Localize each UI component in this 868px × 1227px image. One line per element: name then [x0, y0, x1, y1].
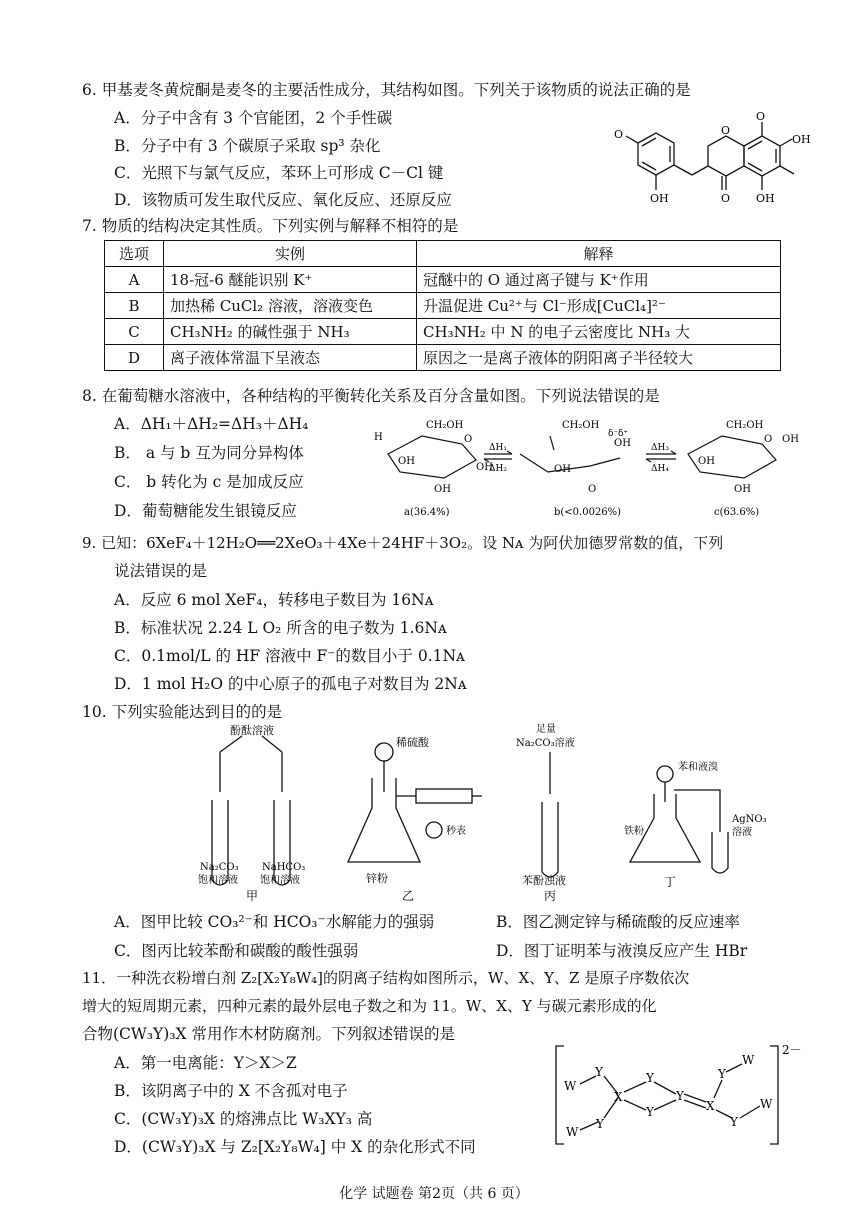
- table-cell: 离子液体常温下呈液态: [164, 345, 417, 371]
- q11-option-b: B．该阴离子中的 X 不含孤对电子: [114, 1082, 348, 1100]
- q8-arrow-dh2: ΔH₂: [489, 464, 507, 474]
- q7-stem: 7. 物质的结构决定其性质。下列实例与解释不相符的是: [82, 217, 459, 235]
- table-header: 解释: [417, 241, 781, 267]
- q8-b-delta-plus: δ⁺: [618, 429, 629, 439]
- q11-atom-y: Y: [646, 1105, 654, 1119]
- q10-ding-name: 丁: [664, 875, 677, 889]
- table-header: 实例: [164, 241, 417, 267]
- q11-atom-y: Y: [596, 1117, 604, 1131]
- q11-atom-x: X: [614, 1090, 623, 1104]
- table-cell: D: [105, 345, 164, 371]
- q10-yi-acid: 稀硫酸: [396, 736, 429, 749]
- q6-label-o3: O: [721, 192, 731, 205]
- q11-atom-w: W: [564, 1079, 577, 1093]
- q8-b-oh2: OH: [554, 464, 571, 475]
- q8-a-h: H: [374, 432, 383, 443]
- q10-ding-top: 苯和液溴: [678, 762, 718, 773]
- q6-label-oh1: OH: [650, 192, 669, 205]
- table-row: [105, 319, 781, 345]
- q11-atom-x: X: [706, 1099, 715, 1113]
- q8-stem: 8. 在葡萄糖水溶液中，各种结构的平衡转化关系及百分含量如图。下列说法错误的是: [82, 387, 660, 405]
- q8-a-ch2oh: CH₂OH: [426, 420, 464, 431]
- page-footer: 化学 试题卷 第2页（共 6 页）: [339, 1186, 529, 1202]
- table-row: [105, 345, 781, 371]
- q9-option-b: B．标准状况 2.24 L O₂ 所含的电子数为 1.6Nᴀ: [114, 619, 447, 637]
- q11-option-c: C．(CW₃Y)₃X 的熔沸点比 W₃XY₃ 高: [114, 1110, 373, 1128]
- q8-c-ch2oh: CH₂OH: [726, 420, 764, 431]
- q10-jia-top: 酚酞溶液: [230, 724, 274, 737]
- q10-jia-left-1: Na₂CO₃: [200, 862, 239, 873]
- q8-option-b: B． a 与 b 互为同分异构体: [114, 444, 304, 462]
- q11-atom-y: Y: [676, 1089, 684, 1103]
- q10-jia-right-2: 饱和溶液: [260, 875, 300, 886]
- q11-stem-line1: 11．一种洗衣粉增白剂 Z₂[X₂Y₈W₄]的阴离子结构如图所示，W、X、Y、Z 是原子序数依次: [82, 969, 690, 987]
- q8-c-ring-o: O: [764, 434, 773, 445]
- q10-option-d: D．图丁证明苯与液溴反应产生 HBr: [496, 942, 748, 960]
- table-row: [105, 267, 781, 293]
- q11-charge: 2－: [782, 1043, 802, 1057]
- q9-option-d: D．1 mol H₂O 的中心原子的孤电子对数目为 2Nᴀ: [114, 675, 467, 693]
- q10-option-a: A．图甲比较 CO₃²⁻和 HCO₃⁻水解能力的强弱: [114, 913, 435, 931]
- q6-stem: 6. 甲基麦冬黄烷酮是麦冬的主要活性成分，其结构如图。下列关于该物质的说法正确的是: [82, 81, 691, 99]
- q8-b-o: O: [588, 484, 597, 495]
- q10-bing-top-1: 足量: [536, 724, 556, 735]
- q8-arrow-dh1: ΔH₁: [489, 443, 507, 453]
- q10-bing-name: 丙: [544, 889, 557, 903]
- q10-ding-fe: 铁粉: [624, 826, 644, 837]
- table-row: [105, 293, 781, 319]
- q8-a-ring-o: O: [464, 434, 473, 445]
- q10-apparatus-diagram: [180, 722, 820, 904]
- q11-option-d: D．(CW₃Y)₃X 与 Z₂[X₂Y₈W₄] 中 X 的杂化形式不同: [114, 1138, 476, 1156]
- table-cell: CH₃NH₂ 中 N 的电子云密度比 NH₃ 大: [417, 319, 781, 345]
- q8-a-oh3: OH: [476, 462, 493, 473]
- q8-caption-c: c(63.6%): [714, 507, 760, 518]
- q11-stem-line3: 合物(CW₃Y)₃X 常用作木材防腐剂。下列叙述错误的是: [82, 1025, 456, 1043]
- q10-ding-ag-2: 溶液: [732, 827, 752, 838]
- q8-c-oh-top: OH: [782, 434, 799, 445]
- table-cell: B: [105, 293, 164, 319]
- q10-jia-name: 甲: [246, 889, 259, 903]
- q8-arrow-dh3: ΔH₃: [651, 443, 669, 453]
- q6-option-b: B．分子中有 3 个碳原子采取 sp³ 杂化: [114, 137, 381, 155]
- q8-glucose-equilibrium-diagram: [364, 414, 804, 522]
- q11-anion-structure: [550, 1040, 830, 1150]
- q6-label-o5: OH: [756, 192, 775, 205]
- q10-yi-zinc: 锌粉: [366, 872, 388, 885]
- q10-yi-name: 乙: [402, 889, 415, 903]
- q8-c-oh2: OH: [734, 484, 751, 495]
- q11-option-a: A．第一电离能：Y＞X＞Z: [114, 1054, 297, 1072]
- q6-label-o4: O: [756, 110, 766, 123]
- q10-bing-top-2: Na₂CO₃溶液: [516, 738, 575, 749]
- q10-jia-right-1: NaHCO₃: [262, 862, 306, 873]
- q11-atom-y: Y: [595, 1065, 603, 1079]
- q8-c-oh1: OH: [698, 456, 715, 467]
- q9-option-a: A．反应 6 mol XeF₄，转移电子数目为 16Nᴀ: [114, 591, 434, 609]
- q8-a-oh1: OH: [398, 456, 415, 467]
- q11-atom-y: Y: [718, 1067, 726, 1081]
- q8-b-oh: OH: [614, 438, 631, 449]
- q9-stem-line1: 9. 已知：6XeF₄＋12H₂O══2XeO₃＋4Xe＋24HF＋3O₂。设 Nᴀ 为阿伏加德罗常数的值，下列: [82, 534, 724, 552]
- q11-stem-line2: 增大的短周期元素，四种元素的最外层电子数之和为 11。W、X、Y 与碳元素形成的化: [82, 997, 657, 1015]
- q7-table: [104, 240, 781, 371]
- q11-atom-y: Y: [730, 1115, 738, 1129]
- q11-atom-w: W: [742, 1053, 755, 1067]
- table-cell: A: [105, 267, 164, 293]
- table-cell: 加热稀 CuCl₂ 溶液，溶液变色: [164, 293, 417, 319]
- table-header: 选项: [105, 241, 164, 267]
- q10-ding-ag-1: AgNO₃: [732, 814, 767, 825]
- q9-stem-line2: 说法错误的是: [114, 562, 208, 580]
- q10-stem: 10. 下列实验能达到目的的是: [82, 703, 283, 721]
- q6-label-o2: O: [721, 124, 731, 137]
- table-cell: C: [105, 319, 164, 345]
- table-header-row: [105, 241, 781, 267]
- q9-option-c: C．0.1mol/L 的 HF 溶液中 F⁻的数目小于 0.1Nᴀ: [114, 647, 465, 665]
- q11-atom-w: W: [566, 1125, 579, 1139]
- q8-b-delta-minus: δ⁻: [608, 429, 619, 439]
- table-cell: 冠醚中的 O 通过离子键与 K⁺作用: [417, 267, 781, 293]
- q6-option-c: C．光照下与氯气反应，苯环上可形成 C－Cl 键: [114, 164, 444, 182]
- q8-caption-a: a(36.4%): [404, 507, 450, 518]
- q6-option-d: D．该物质可发生取代反应、氧化反应、还原反应: [114, 191, 452, 209]
- q6-structure-diagram: [598, 108, 818, 216]
- table-cell: 原因之一是离子液体的阴阳离子半径较大: [417, 345, 781, 371]
- q11-atom-y: Y: [646, 1071, 654, 1085]
- q8-option-c: C． b 转化为 c 是加成反应: [114, 473, 304, 491]
- q6-option-a: A．分子中含有 3 个官能团，2 个手性碳: [114, 109, 393, 127]
- table-cell: CH₃NH₂ 的碱性强于 NH₃: [164, 319, 417, 345]
- q8-option-a: A．ΔH₁＋ΔH₂=ΔH₃＋ΔH₄: [114, 415, 309, 433]
- q8-caption-b: b(<0.0026%): [554, 507, 622, 518]
- q6-label-o1: O: [614, 128, 624, 141]
- q8-arrow-dh4: ΔH₄: [651, 464, 669, 474]
- q8-option-d: D．葡萄糖能发生银镜反应: [114, 502, 297, 520]
- q6-label-oh2: OH: [792, 133, 811, 146]
- q10-bing-bottom: 苯酚浊液: [522, 874, 566, 887]
- q10-option-c: C．图丙比较苯酚和碳酸的酸性强弱: [114, 942, 359, 960]
- q8-a-oh2: OH: [434, 484, 451, 495]
- q11-atom-w: W: [760, 1097, 773, 1111]
- table-cell: 18-冠-6 醚能识别 K⁺: [164, 267, 417, 293]
- q10-jia-left-2: 饱和溶液: [198, 875, 238, 886]
- q10-option-b: B．图乙测定锌与稀硫酸的反应速率: [496, 913, 740, 931]
- q10-yi-watch: 秒表: [446, 826, 466, 837]
- q8-b-ch2oh: CH₂OH: [562, 420, 600, 431]
- table-cell: 升温促进 Cu²⁺与 Cl⁻形成[CuCl₄]²⁻: [417, 293, 781, 319]
